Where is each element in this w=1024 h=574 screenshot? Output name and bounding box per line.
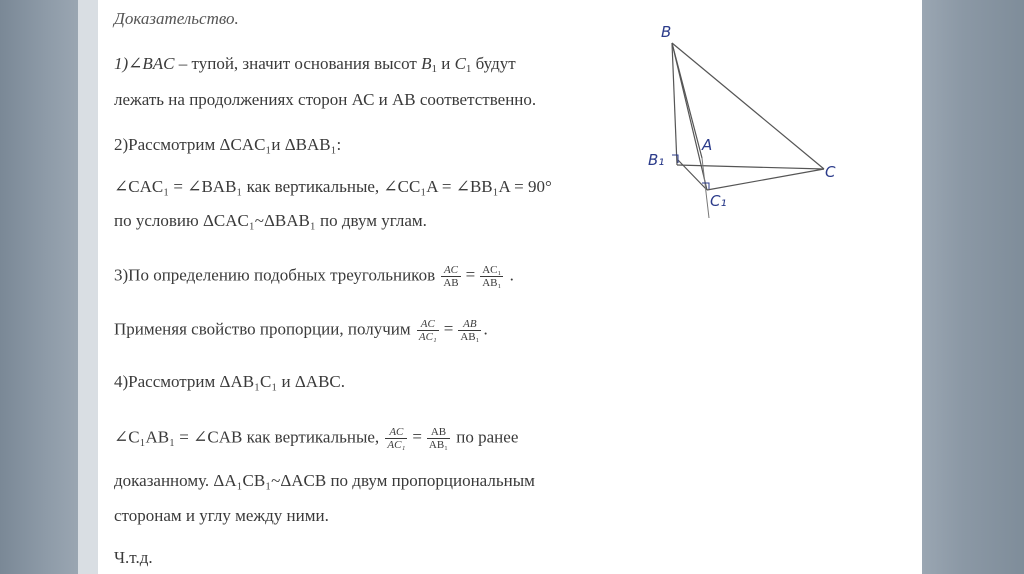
- step1-prefix: 1)∠: [114, 54, 143, 73]
- step4-text: ∠C₁AB₁ = ∠CAB как вертикальные,: [114, 427, 384, 447]
- step4-frac2-den: AB₁: [428, 439, 449, 451]
- step1-text: – тупой, значит основания высот: [174, 54, 422, 73]
- prop-frac2-den: AB₁: [460, 331, 480, 343]
- line-extension: [702, 158, 709, 218]
- step3-end: .: [505, 265, 514, 285]
- left-border-strip: [78, 0, 98, 574]
- prop-text: Применяя свойство пропорции, получим: [114, 319, 415, 339]
- proof-step-2-equation: ∠CAC₁ = ∠BAB₁ как вертикальные, ∠CC₁A = ∠BB₁A = 90°: [114, 177, 552, 196]
- step4-frac2-num: AB: [427, 426, 450, 439]
- prop-frac1-num: AC: [417, 318, 439, 331]
- label-a: A: [702, 136, 713, 154]
- label-c: C: [825, 163, 836, 181]
- line-b1-c: [677, 165, 824, 169]
- proof-step-1-line-2: лежать на продолжениях сторон АС и АВ соответственно.: [114, 90, 537, 109]
- label-b1: B₁: [648, 151, 665, 169]
- prop-frac1-den: AC₁: [418, 331, 437, 343]
- proof-step-2: 2)Рассмотрим ΔCAC₁и ΔBAB₁:: [114, 135, 342, 154]
- step1-end: будут: [471, 54, 516, 73]
- prop-end: .: [483, 319, 488, 339]
- line-b-c: [672, 43, 824, 169]
- proof-title: Доказательство.: [114, 9, 239, 28]
- step4-end: по ранее: [452, 427, 519, 447]
- label-c1: C₁: [710, 192, 727, 210]
- step1-b-sub: 1: [431, 63, 437, 75]
- step4-frac1-den: AC₁: [387, 439, 406, 451]
- label-b: B: [661, 23, 672, 41]
- step3-equals: =: [465, 265, 476, 285]
- proof-step-4-line-3: сторонам и углу между ними.: [114, 506, 329, 525]
- proof-step-4-line-2: доказанному. ΔA₁CB₁~ΔACB по двум пропорциональным: [114, 471, 535, 490]
- step1-c-sub: 1: [465, 63, 472, 75]
- triangle-diagram: [98, 0, 922, 574]
- step4-equals: =: [412, 427, 422, 447]
- step1-angle: BAC: [142, 54, 175, 73]
- step3-frac1-num: AC: [441, 264, 460, 277]
- step1-c: C: [454, 54, 466, 73]
- step1-and: и: [436, 54, 455, 73]
- prop-frac2-num: AB: [458, 318, 481, 331]
- prop-equals: =: [443, 319, 454, 339]
- left-background-panel: [0, 0, 78, 574]
- slide-page: [98, 0, 922, 574]
- step3-frac2-num: AC₁: [482, 264, 502, 276]
- line-c1-c: [707, 169, 824, 190]
- step3-frac2-den: AB₁: [482, 277, 502, 289]
- step1-b: B: [421, 54, 432, 73]
- right-background-panel: [922, 0, 1024, 574]
- proof-step-2-conclusion: по условию ΔCAC₁~ΔBAB₁ по двум углам.: [114, 211, 427, 230]
- step3-frac1-den: AB: [443, 277, 459, 289]
- step3-text: 3)По определению подобных треугольников: [114, 265, 440, 285]
- proof-step-4: 4)Рассмотрим ΔAB₁C₁ и ΔABC.: [114, 372, 346, 391]
- step4-frac1-num: AC: [385, 426, 407, 439]
- proof-qed: Ч.т.д.: [114, 548, 153, 567]
